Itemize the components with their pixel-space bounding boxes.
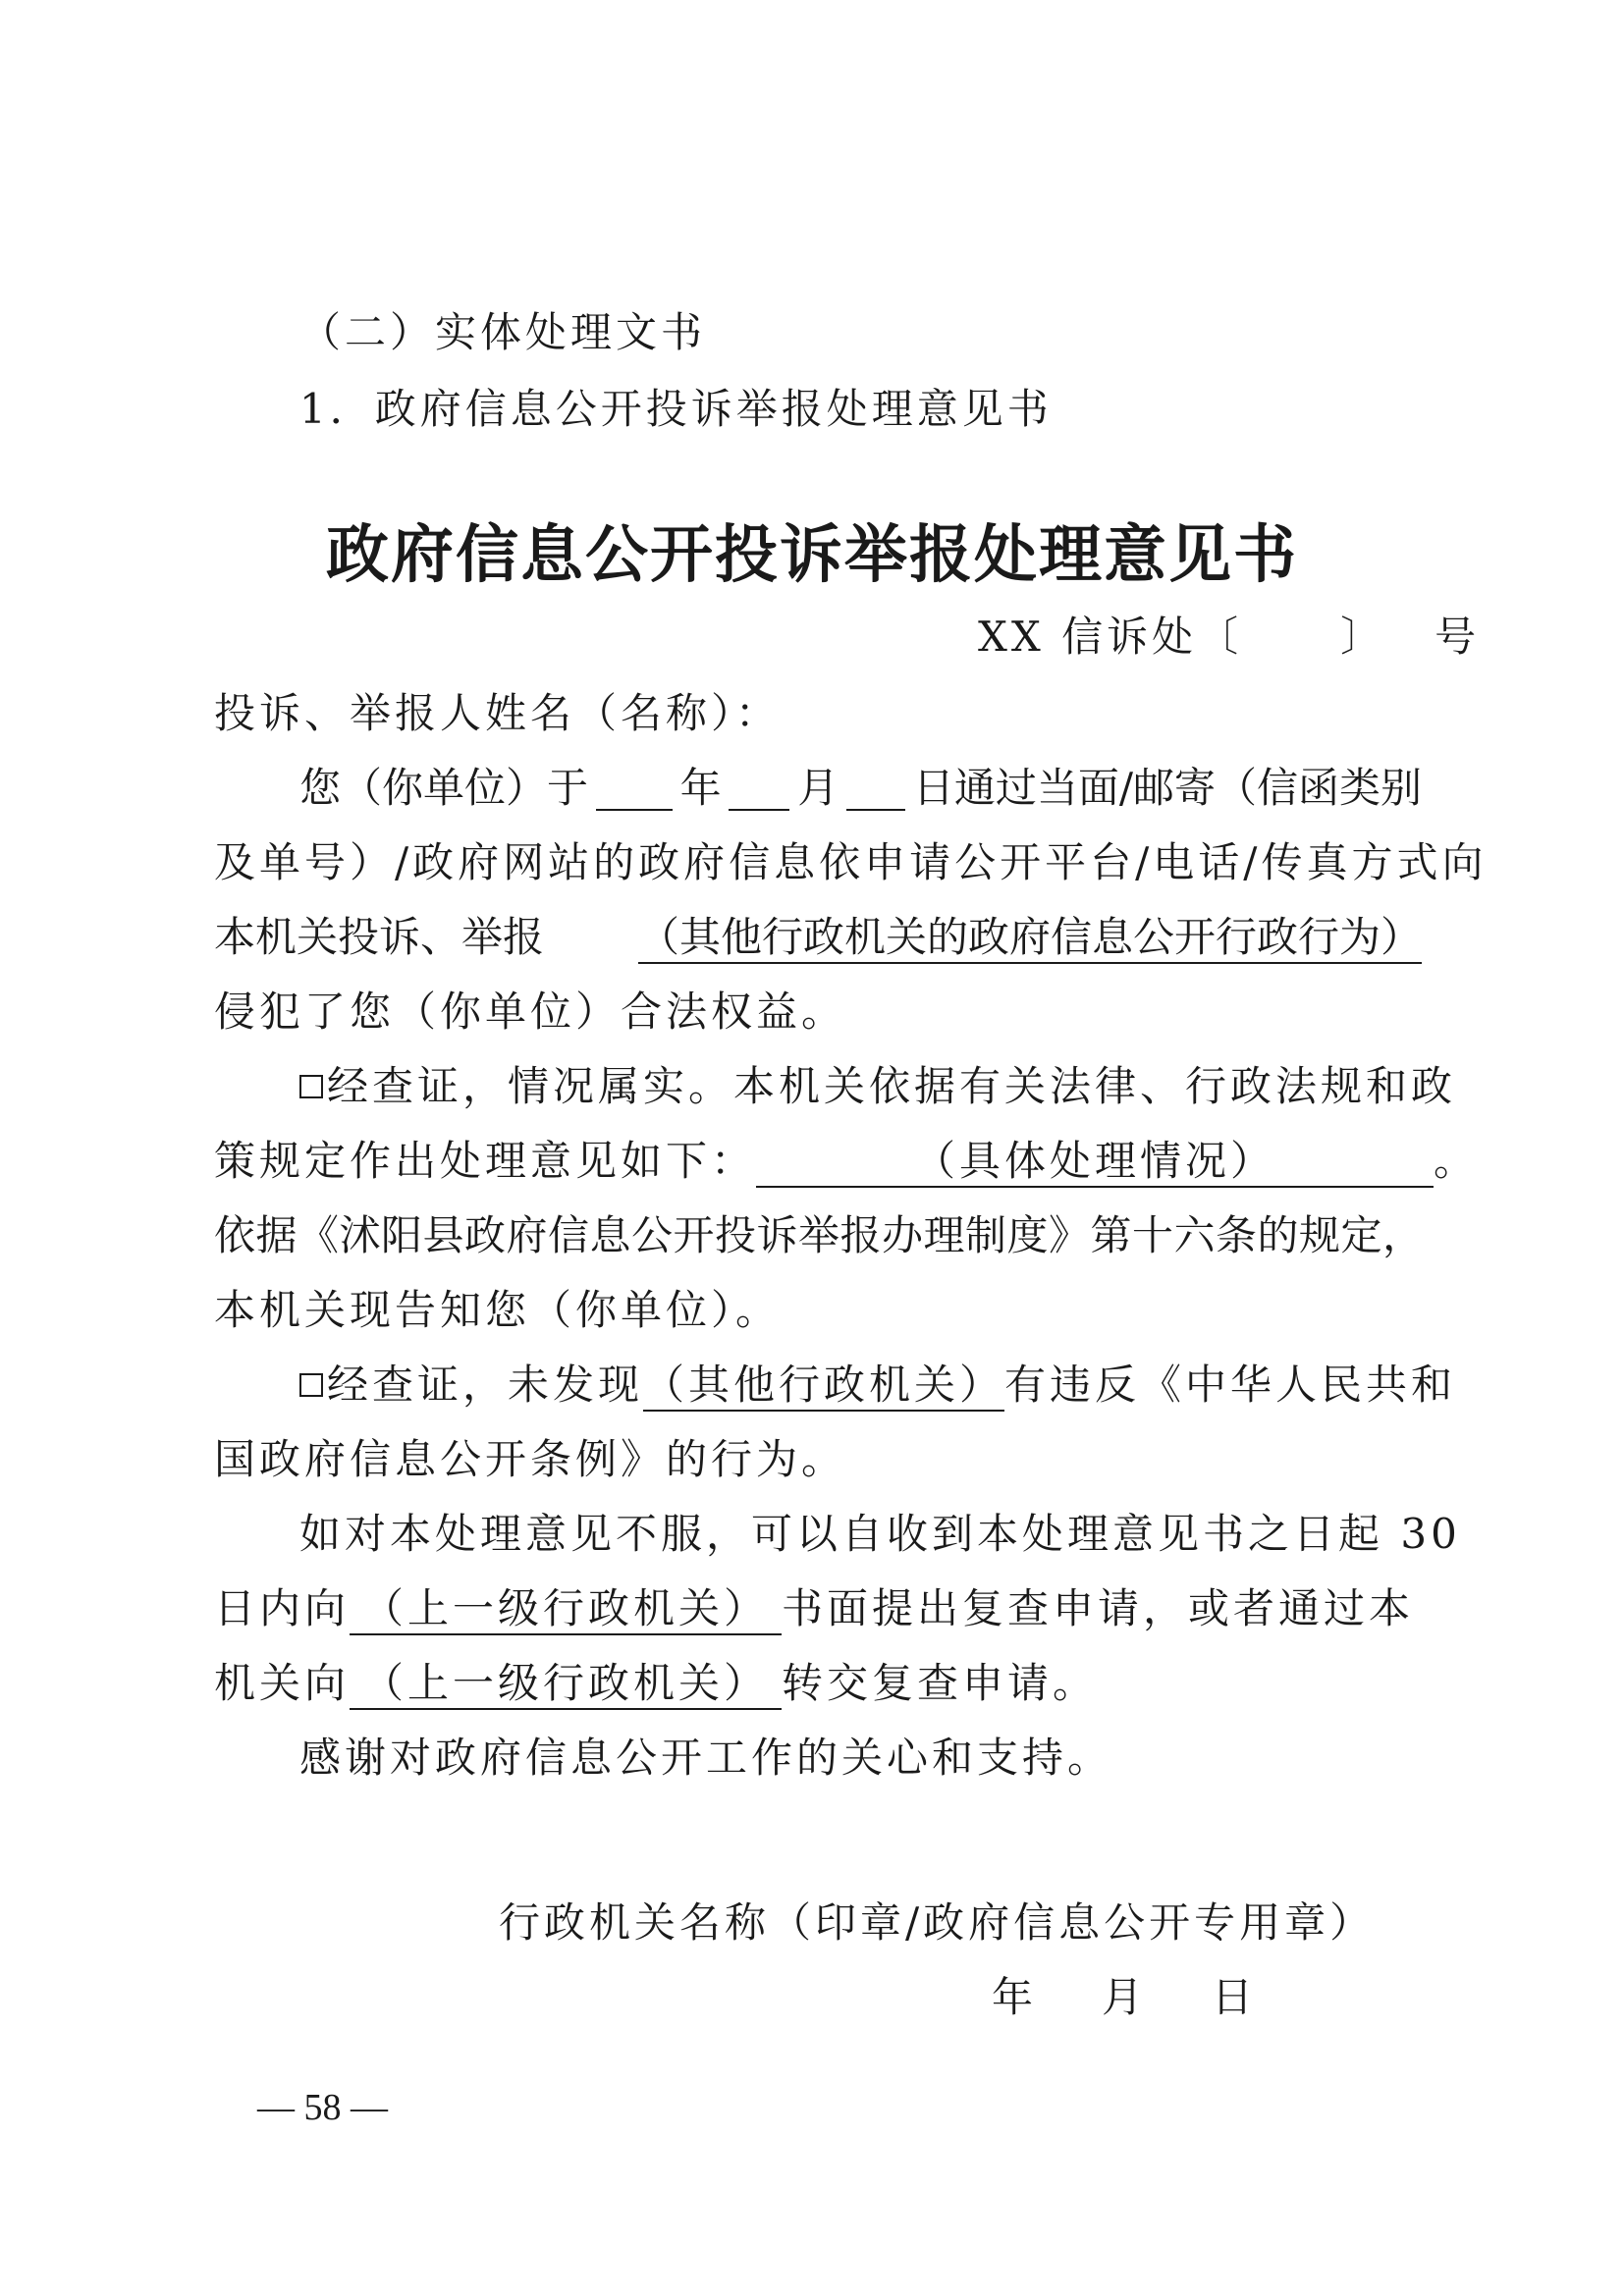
p4-underlined-field-2: （上一级行政机关） [350,1663,782,1710]
p2-line-2-end: 。 [1434,1137,1480,1185]
addressee-line: 投诉、举报人姓名（名称）： [214,689,782,737]
document-number-suffix: 号 [1435,613,1481,661]
document-number-prefix: XX 信诉处〔 [978,613,1243,661]
p4-line-3-post: 转交复查申请。 [782,1659,1099,1707]
p2-line-2-text: 策规定作出处理意见如下： [214,1137,757,1185]
document-number [978,613,1481,661]
year-blank [596,768,673,811]
day-blank [846,768,905,811]
p2-line-3 [214,1211,1425,1259]
page-number: — 58 — [257,2087,388,2128]
p3-text-post: 有违反《中华人民共和 [1004,1361,1457,1409]
p1-line-4: 侵犯了您（你单位）合法权益。 [214,988,847,1036]
p3-text-pre: 经查证，未发现 [327,1361,644,1409]
month-blank [729,768,789,811]
p1-line-3-text: 本机关投诉、举报 [214,913,545,961]
p2-line-4: 本机关现告知您（你单位）。 [214,1286,782,1334]
p1-year: 年 [679,764,722,812]
p2-line-2 [214,1137,1480,1188]
document-title: 政府信息公开投诉举报处理意见书 [326,518,1298,592]
item-heading: 1．政府信息公开投诉举报处理意见书 [299,385,1053,433]
p4-underlined-field-1: （上一级行政机关） [350,1588,782,1635]
p4-line-2-post: 书面提出复查申请，或者通过本 [782,1584,1415,1632]
p2-line-1-text: 经查证，情况属实。本机关依据有关法律、行政法规和政 [327,1062,1457,1110]
p2-line-1 [299,1062,1457,1110]
p4-line-1: 如对本处理意见不服，可以自收到本处理意见书之日起 30 [299,1510,1461,1558]
signature-date [992,1973,1258,2021]
p3-underlined-field: （其他行政机关） [643,1364,1004,1412]
checkbox-icon [299,1075,323,1098]
signature-year: 年 [992,1973,1038,2021]
p1-month: 月 [797,764,839,812]
signature-org: 行政机关名称（印章/政府信息公开专用章） [499,1898,1376,1947]
signature-month: 月 [1102,1973,1148,2021]
p5-line: 感谢对政府信息公开工作的关心和支持。 [299,1734,1113,1782]
p1-underlined-field: （其他行政机关的政府信息公开行政行为） [638,917,1422,964]
p2-underlined-field: （具体处理情况） [756,1141,1434,1188]
p4-line-2-pre: 日内向 [214,1584,351,1632]
document-number-bracket: 〕 [1340,613,1386,661]
checkbox-icon [299,1373,323,1397]
section-heading: （二）实体处理文书 [299,308,707,356]
p1-line-3 [214,913,1422,964]
p1-line-2: 及单号）/政府网站的政府信息依申请公开平台/电话/传真方式向 [214,838,1488,886]
p3-line-2: 国政府信息公开条例》的行为。 [214,1435,847,1483]
p1-line-1 [299,764,1422,812]
p1-text-b: 日通过当面/邮寄（信函类别 [912,764,1422,812]
p4-line-3 [214,1659,1099,1710]
signature-day: 日 [1212,1973,1258,2021]
p4-line-3-pre: 机关向 [214,1659,351,1707]
p2-line-3-text: 依据《沭阳县政府信息公开投诉举报办理制度》第十六条的规定， [214,1211,1425,1259]
p4-line-2 [214,1584,1415,1635]
p1-text-a: 您（你单位）于 [299,764,589,812]
p3-line-1 [299,1361,1457,1412]
